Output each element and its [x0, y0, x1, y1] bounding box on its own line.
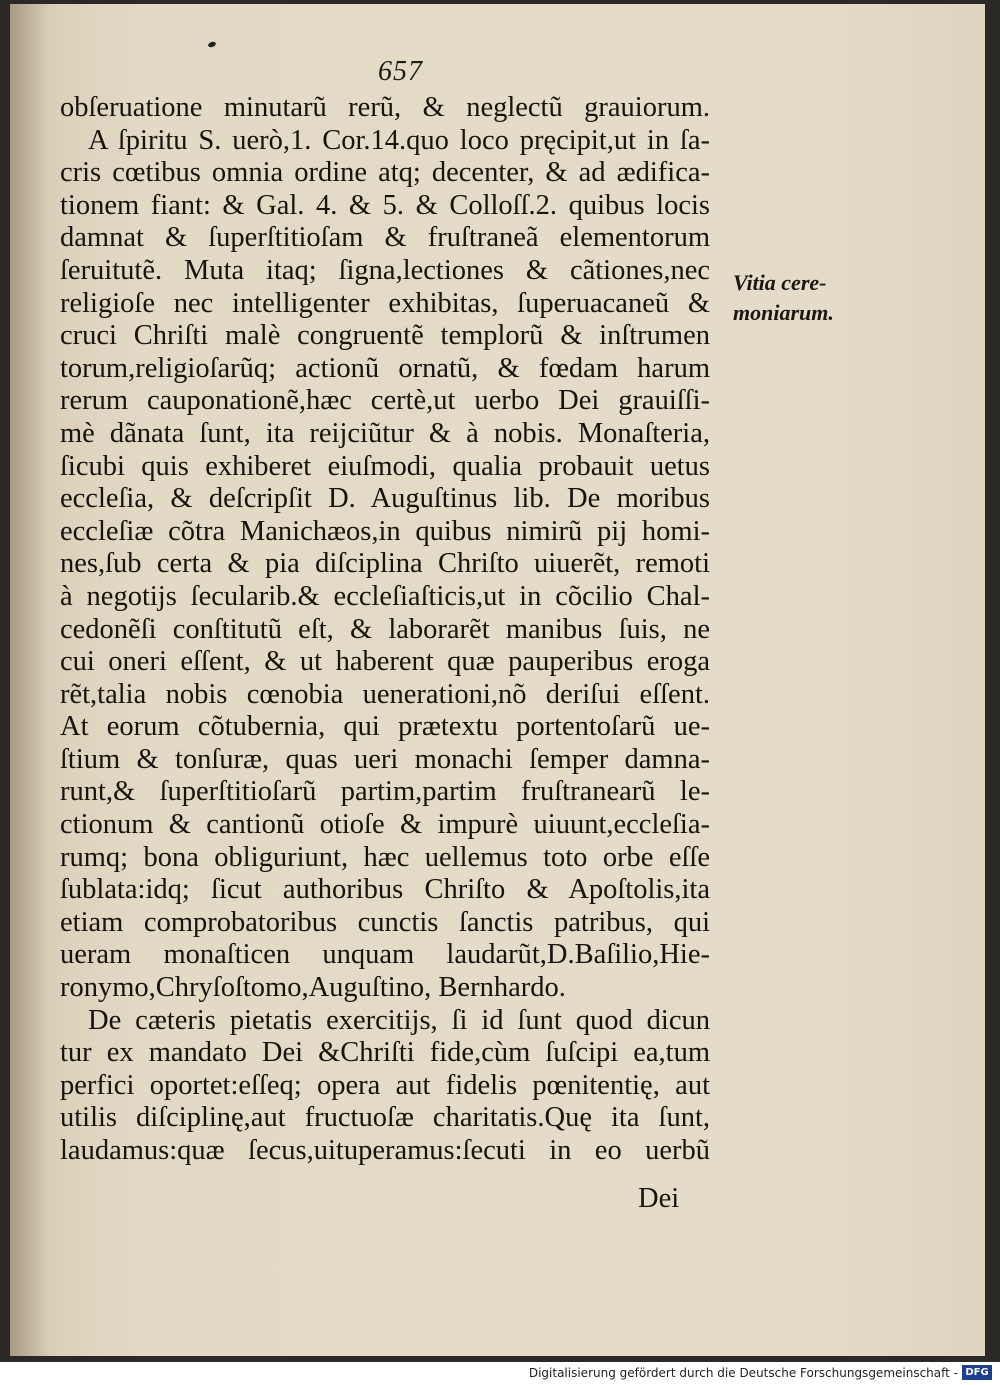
- text-line: etiam comprobatoribus cunctis ſanctis patribus, qui: [60, 906, 710, 938]
- body-text: [60, 92, 710, 1168]
- text-line: rẽt,talia nobis cœnobia uenerationi,nõ deriſui eſſent.: [60, 678, 710, 710]
- text-line: nes,ſub certa & pia diſciplina Chriſto uiuerẽt, remoti: [60, 548, 710, 580]
- text-line: damnat & ſuperſtitioſam & fruſtraneã elementorum: [60, 222, 710, 254]
- text-line: eccleſia, & deſcripſit D. Auguſtinus lib. De moribus: [60, 483, 710, 515]
- text-line: ſicubi quis exhiberet eiuſmodi, qualia probauit uetus: [60, 450, 710, 482]
- margin-note-line: moniarum.: [733, 300, 834, 325]
- page-number: 657: [378, 56, 423, 87]
- text-line: A ſpiritu S. uerò,1. Cor.14.quo loco pręcipit,ut in ſa-: [88, 124, 710, 156]
- text-line: ronymo,Chryſoſtomo,Auguſtino, Bernhardo.: [60, 972, 566, 1004]
- dfg-logo-icon: DFG: [962, 1365, 992, 1380]
- text-line: torum,religioſarũq; actionũ ornatũ, & fœdam harum: [60, 352, 710, 384]
- funding-credit: Digitalisierung gefördert durch die Deutsche Forschungsgemeinschaft -: [528, 1366, 958, 1380]
- text-line: religioſe nec intelligenter exhibitas, ſuperuacaneũ &: [60, 287, 710, 319]
- catchword: Dei: [638, 1183, 680, 1214]
- text-line: utilis diſciplinę,aut fructuoſæ charitatis.Quę ita ſunt,: [60, 1102, 710, 1134]
- text-line: perfici oportet:eſſeq; opera aut fidelis pœnitentię, aut: [60, 1069, 710, 1101]
- text-line: tur ex mandato Dei &Chriſti fide,cùm ſuſcipi ea,tum: [60, 1037, 710, 1069]
- text-line: mè dãnata ſunt, ita reijciũtur & à nobis. Monaſteria,: [60, 417, 710, 449]
- binding-shadow: [10, 4, 50, 1356]
- text-line: obſeruatione minutarũ rerũ, & neglectũ grauiorum.: [60, 92, 710, 123]
- text-line: At eorum cõtubernia, qui prætextu portentoſarũ ue-: [60, 711, 710, 743]
- footer-bar: [0, 1362, 1000, 1385]
- margin-note-line: Vitia cere-: [733, 270, 827, 295]
- text-line: ueram monaſticen unquam laudarũt,D.Baſilio,Hie-: [60, 939, 710, 971]
- ink-blot: [207, 41, 216, 48]
- text-line: cris cœtibus omnia ordine atq; decenter, & ad ædifica-: [60, 157, 710, 189]
- text-line: ſeruitutẽ. Muta itaq; ſigna,lectiones & cãtiones,nec: [60, 254, 710, 286]
- text-line: De cæteris pietatis exercitijs, ſi id ſunt quod dicun: [88, 1004, 710, 1036]
- text-line: tionem fiant: & Gal. 4. & 5. & Colloſſ.2. quibus locis: [60, 189, 710, 221]
- text-line: rerum cauponationẽ,hæc certè,ut uerbo Dei grauiſſi-: [60, 385, 710, 417]
- text-line: rumq; bona obliguriunt, hæc uellemus toto orbe eſſe: [60, 841, 710, 873]
- text-line: cui oneri eſſent, & ut haberent quæ pauperibus eroga: [60, 646, 710, 678]
- text-line: ctionum & cantionũ otioſe & impurè uiuunt,eccleſia-: [60, 809, 710, 841]
- text-line: ſtium & tonſuræ, quas ueri monachi ſemper damna-: [60, 743, 710, 775]
- text-line: laudamus:quæ ſecus,uituperamus:ſecuti in eo uerbũ: [60, 1135, 710, 1166]
- text-line: ſublata:idq; ſicut authoribus Chriſto & Apoſtolis,ita: [60, 874, 710, 906]
- text-line: cruci Chriſti malè congruentẽ templorũ & inſtrumen: [60, 320, 710, 352]
- text-line: eccleſiæ cõtra Manichæos,in quibus nimirũ pij homi-: [60, 515, 710, 547]
- text-line: runt,& ſuperſtitioſarũ partim,partim fruſtranearũ le-: [60, 776, 710, 808]
- text-line: à negotijs ſecularib.& eccleſiaſticis,ut in cõcilio Chal-: [60, 580, 710, 612]
- text-line: cedonẽſi conſtitutũ eſt, & laborarẽt manibus ſuis, ne: [60, 613, 710, 645]
- margin-note: [733, 268, 834, 328]
